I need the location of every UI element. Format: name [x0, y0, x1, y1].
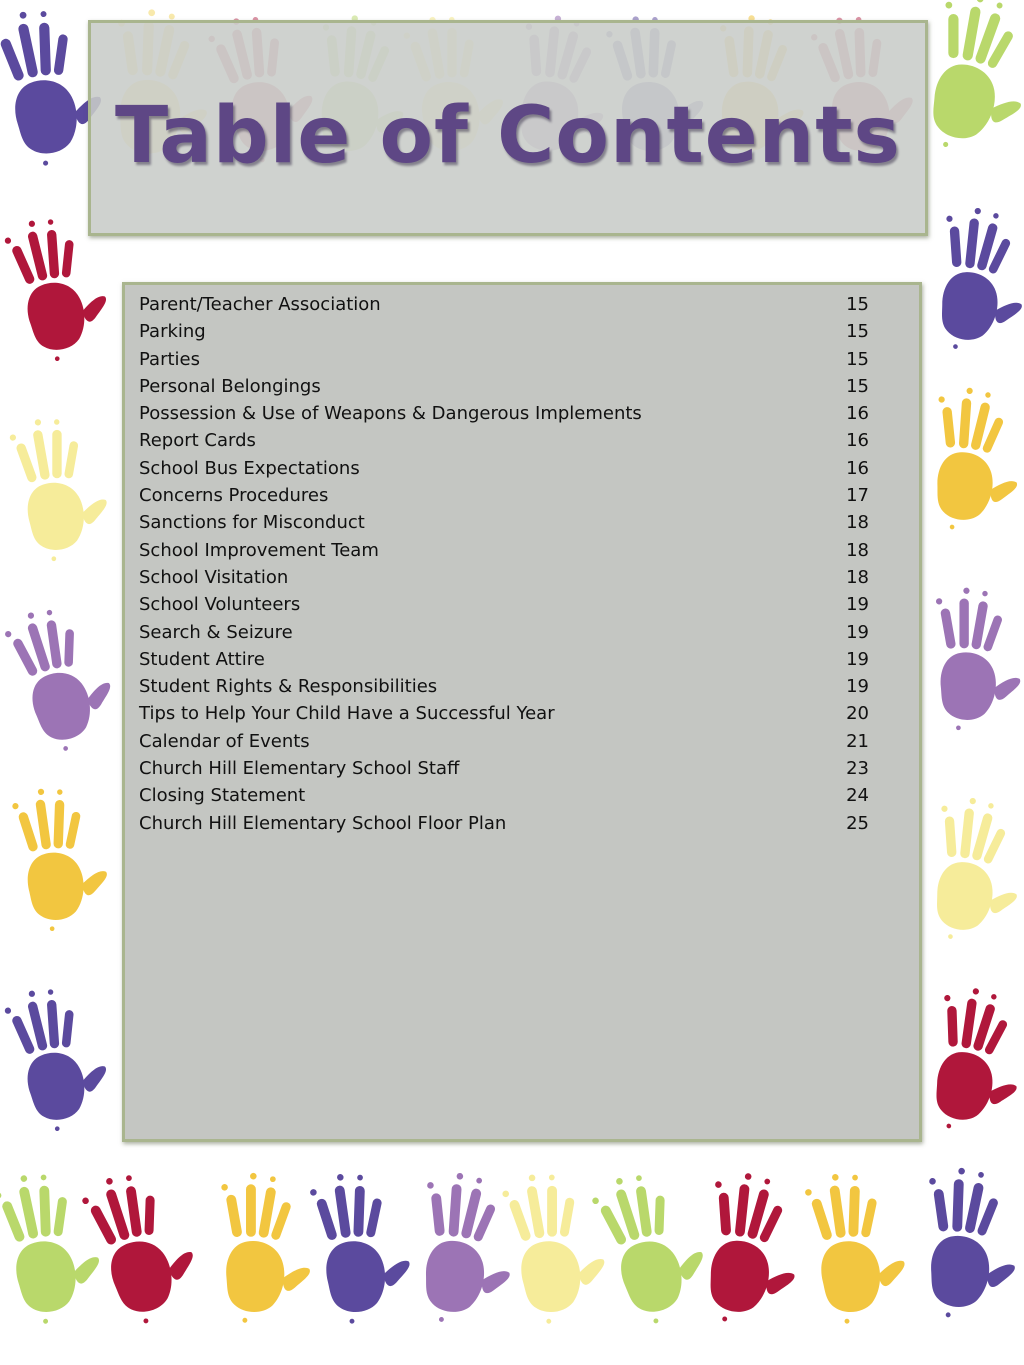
toc-entry-title: Tips to Help Your Child Have a Successful Year — [139, 703, 555, 725]
toc-entry — [139, 782, 869, 809]
toc-entry — [139, 427, 869, 454]
handprint-icon — [78, 1163, 206, 1331]
toc-entry — [139, 400, 869, 427]
toc-entry-title: Closing Statement — [139, 785, 306, 807]
toc-entry-title: Parties — [139, 348, 200, 370]
toc-entry-title: Student Rights & Responsibilities — [139, 676, 438, 698]
handprint-icon — [8, 413, 112, 564]
handprint-icon — [0, 1167, 107, 1329]
handprint-icon — [212, 1171, 316, 1327]
toc-entry-title: Personal Belongings — [139, 375, 321, 397]
toc-entry — [139, 700, 869, 727]
toc-entry — [139, 346, 869, 373]
toc-entry-page: 16 — [846, 457, 869, 479]
handprint-icon — [919, 793, 1024, 949]
toc-entry — [139, 810, 869, 837]
toc-entry-page: 15 — [846, 321, 869, 343]
toc-entry-title: Parking — [139, 321, 206, 343]
toc-entry-page: 24 — [846, 785, 869, 807]
toc-panel — [122, 282, 922, 1142]
toc-entry — [139, 537, 869, 564]
title-panel — [88, 20, 928, 236]
toc-entry-page: 16 — [846, 430, 869, 452]
toc-entry-page: 17 — [846, 485, 869, 507]
toc-entry — [139, 591, 869, 618]
toc-entry-title: Church Hill Elementary School Staff — [139, 758, 460, 780]
toc-entry-title: School Visitation — [139, 566, 289, 588]
handprint-icon — [921, 384, 1024, 538]
toc-entry-page: 16 — [846, 403, 869, 425]
toc-entry-title: Concerns Procedures — [139, 485, 329, 507]
toc-entry-page: 19 — [846, 594, 869, 616]
handprint-icon — [1, 598, 122, 758]
toc-entry-page: 18 — [846, 566, 869, 588]
toc-entry-title: Possession & Use of Weapons & Dangerous Implements — [139, 403, 642, 425]
toc-entry — [139, 646, 869, 673]
toc-entry-title: Calendar of Events — [139, 730, 310, 752]
toc-entry — [139, 728, 869, 755]
toc-entry-page: 15 — [846, 375, 869, 397]
toc-entry-page: 15 — [846, 294, 869, 315]
toc-entry-title: Church Hill Elementary School Floor Plan — [139, 812, 507, 834]
handprint-icon — [692, 1168, 811, 1332]
toc-entry-page: 23 — [846, 758, 869, 780]
toc-entry-title: Report Cards — [139, 430, 256, 452]
toc-entry — [139, 482, 869, 509]
handprint-icon — [2, 980, 115, 1136]
toc-list — [139, 291, 869, 837]
handprint-icon — [309, 1170, 413, 1326]
toc-entry-page: 19 — [846, 676, 869, 698]
toc-entry-page: 20 — [846, 703, 869, 725]
toc-entry-title: Parent/Teacher Association — [139, 294, 381, 315]
page-title: Table of Contents — [115, 91, 901, 181]
toc-entry — [139, 619, 869, 646]
toc-entry-page: 18 — [846, 512, 869, 534]
toc-entry-title: Search & Seizure — [139, 621, 293, 643]
toc-entry-title: Sanctions for Misconduct — [139, 512, 365, 534]
toc-entry-page: 18 — [846, 539, 869, 561]
handprint-icon — [804, 1170, 908, 1326]
toc-entry-page: 25 — [846, 812, 869, 834]
toc-entry — [139, 673, 869, 700]
toc-entry — [139, 755, 869, 782]
toc-entry-title: School Improvement Team — [139, 539, 379, 561]
toc-entry-title: Student Attire — [139, 648, 265, 670]
handprint-icon — [924, 203, 1024, 359]
toc-entry — [139, 373, 869, 400]
toc-entry — [139, 318, 869, 345]
toc-entry-page: 19 — [846, 621, 869, 643]
toc-entry — [139, 455, 869, 482]
handprint-icon — [912, 0, 1024, 162]
toc-entry-page: 19 — [846, 648, 869, 670]
handprint-icon — [501, 1168, 610, 1327]
toc-entry — [139, 291, 869, 318]
handprint-icon — [915, 1165, 1024, 1324]
handprint-icon — [918, 982, 1024, 1140]
handprint-icon — [11, 785, 110, 934]
toc-entry — [139, 564, 869, 591]
toc-entry-page: 21 — [846, 730, 869, 752]
toc-entry-page: 15 — [846, 348, 869, 370]
toc-entry — [139, 509, 869, 536]
handprint-icon — [588, 1163, 716, 1331]
toc-entry-title: School Volunteers — [139, 594, 301, 616]
toc-entry-title: School Bus Expectations — [139, 457, 360, 479]
handprint-icon — [927, 586, 1024, 735]
